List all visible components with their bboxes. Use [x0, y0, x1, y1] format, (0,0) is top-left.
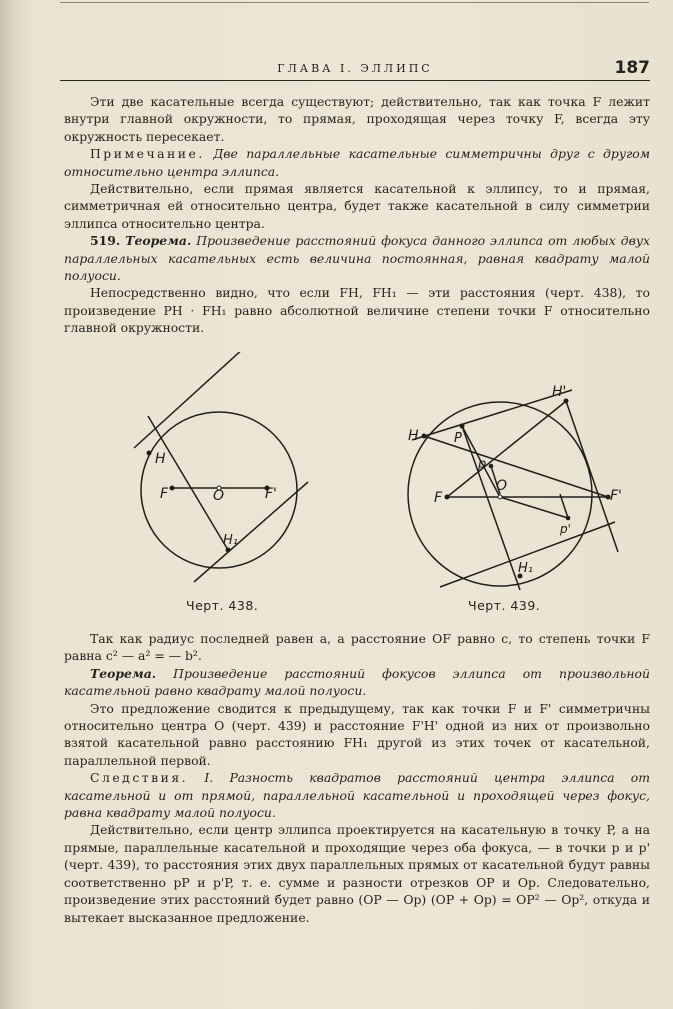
theorem-focal-product: [64, 665, 650, 700]
label-H1-438: H₁: [223, 533, 238, 548]
running-header: [60, 58, 650, 81]
page-number: 187: [614, 58, 650, 78]
label-H-439: H: [408, 428, 419, 444]
figures-area: [60, 352, 656, 624]
label-H-438: H: [155, 451, 166, 467]
figure-438: [60, 352, 310, 592]
point-pprime-439: [566, 516, 571, 521]
point-H1-438: [226, 548, 231, 553]
corollary-paragraph: [64, 769, 650, 821]
theorem-519: [64, 232, 650, 284]
point-P-439: [460, 424, 465, 429]
point-O-439: [498, 495, 502, 499]
perpendicular-438: [148, 416, 228, 550]
line-O-pprime-439: [500, 497, 568, 518]
label-F-439: F: [434, 490, 443, 506]
top-text-block: [64, 93, 650, 337]
caption-438: Черт. 438.: [186, 598, 259, 613]
line-H-F1-439: [424, 436, 608, 497]
paragraph-4: Так как радиус последней равен a, а расстояние OF равно c, то степень точки F равна c² — a² = — b².: [64, 631, 650, 664]
caption-439: Черт. 439.: [468, 598, 541, 613]
label-F1-438: F': [265, 486, 277, 502]
point-F-438: [170, 486, 175, 491]
point-p-439: [489, 464, 494, 469]
theorem2-text: Произведение расстояний фокусов эллипса от произвольной касательной равно квадрату малой полуоси.: [64, 665, 650, 699]
theorem-text: Произведение расстояний фокуса данного эллипса от любых двух параллельных касательных есть величина постоянная, равная квадрату малой полуоси.: [64, 233, 650, 284]
chapter-title: ГЛАВА I. ЭЛЛИПС: [277, 62, 433, 75]
point-F-439: [445, 495, 450, 500]
tangent-bottom-439: [440, 522, 615, 587]
label-O-438: O: [213, 488, 225, 504]
paragraph-3: Непосредственно видно, что если FH, FH₁ — эти расстояния (черт. 438), то произведение PH · FH₁ равно абсолютной величине степени точки F относительно главной окружности.: [64, 285, 650, 336]
paragraph-2: Действительно, если прямая является касательной к эллипсу, то и прямая, симметричная ей относительно центра, будет также касательной в силу симметрии эллипса относительно центра.: [64, 181, 650, 231]
line-Hprime-H1-439: [566, 401, 618, 552]
label-P-439: P: [454, 431, 462, 446]
point-H-439: [422, 434, 427, 439]
theorem-number: 519.: [90, 233, 121, 249]
figure-439: [400, 382, 656, 612]
label-pprime-439: p': [560, 522, 571, 536]
bottom-text-block: [64, 630, 650, 926]
paragraph-1: Эти две касательные всегда существуют; действительно, так как точка F лежит внутри главной окружности, то прямая, проходящая через точку F, всегда эту окружность пересекает.: [64, 94, 650, 144]
theorem2-label: Теорема.: [90, 665, 157, 681]
tangent-lower-438: [194, 482, 308, 582]
label-p-439: p: [478, 457, 487, 472]
paragraph-5: Это предложение сводится к предыдущему, так как точки F и F' симметричны относительно центра O (черт. 439) и расстояние F'H' одной из них от произвольно взятой касательной равно расстоянию FH₁ другой из этих точек от касательной, параллельной первой.: [64, 700, 650, 768]
tangent-upper-438: [134, 352, 245, 448]
label-F-438: F: [160, 486, 169, 502]
note-paragraph: [64, 145, 650, 180]
point-H-438: [147, 451, 152, 456]
note-text: Две параллельные касательные симметричны друг с другом относительно центра эллипса.: [64, 146, 650, 179]
corollary-label: Следствия.: [90, 770, 189, 786]
top-edge-rule: [60, 2, 649, 3]
label-H1-439: H₁: [518, 561, 533, 576]
corollary-text: I. Разность квадратов расстояний центра эллипса от касательной и от прямой, параллельной касательной и проходящей через фокус, равна квадрату малой полуоси.: [64, 770, 650, 821]
note-label: Примечание.: [90, 146, 205, 162]
line-P-H1-439: [462, 426, 520, 590]
label-O-439: O: [496, 478, 508, 494]
label-Hprime-439: H': [552, 384, 567, 400]
theorem-label: Теорема.: [125, 233, 192, 249]
label-F1-439: F': [610, 488, 622, 504]
paragraph-6: Действительно, если центр эллипса проектируется на касательную в точку P, а на прямые, параллельные касательной и проходящие через оба фокуса, — в точки p и p' (черт. 439), то расстояния этих двух параллельных прямых от касательной будут равны соответственно pP и p'P, т. е. сумме и разности отрезков OP и Op. Следовательно, произведение этих расстояний будет равно (OP — Op) (OP + Op) = OP² — Op², откуда и вытекает высказанное предложение.: [64, 822, 650, 925]
